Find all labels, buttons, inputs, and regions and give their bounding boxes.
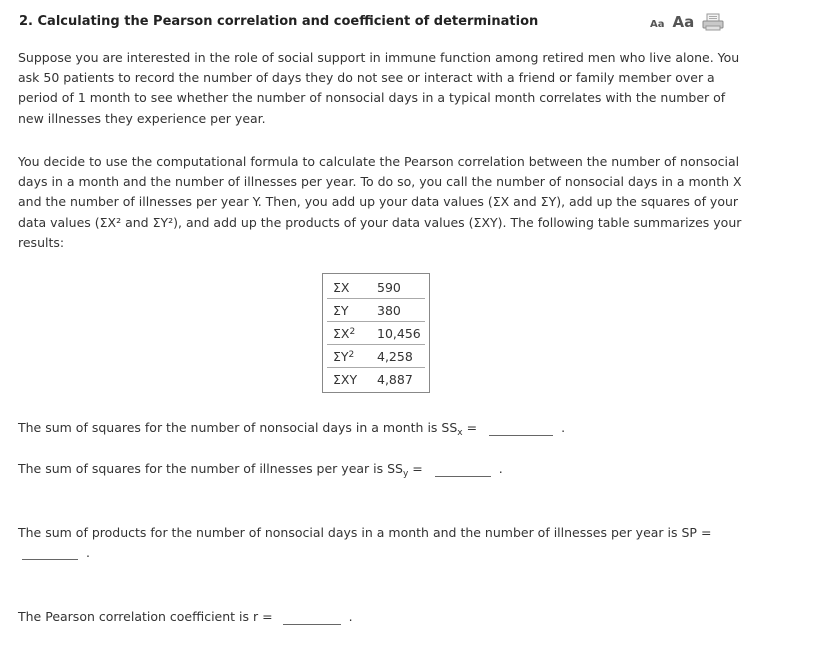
summary-table [322, 273, 430, 393]
sp-answer-blank[interactable] [22, 547, 78, 560]
r-answer-blank[interactable] [283, 612, 341, 625]
ssy-subscript: y [403, 469, 409, 479]
ssy-period: . [498, 461, 503, 476]
ssx-answer-blank[interactable] [489, 423, 553, 436]
table-row [327, 276, 425, 299]
table-symbol: ΣX [327, 276, 371, 299]
font-size-small-button[interactable]: Aa [650, 19, 665, 30]
method-paragraph: You decide to use the computational formula to calculate the Pearson correlation between the number of nonsocial days in a month and the number of illnesses per year. To do so, you call the number of nonsocial days in a month X and the number of illnesses per year Y. Then, you add up your data values (ΣX and ΣY), add up the squares of your data values (ΣX² and ΣY²), and add up the products of your data values (ΣXY). The following table summarizes your results: [18, 154, 742, 250]
table-row [327, 345, 425, 368]
ssx-text: The sum of squares for the number of nonsocial days in a month is SS [18, 420, 458, 435]
table-symbol: $\Sigma X^2$ [327, 322, 371, 345]
table-value: 380 [371, 299, 425, 322]
ssy-question [18, 461, 503, 477]
table-value: 590 [371, 276, 425, 299]
intro-paragraph: Suppose you are interested in the role of social support in immune function among retired men who live alone. You ask 50 patients to record the number of days they do not see or interact with a friend or family member over a period of 1 month to see whether the number of nonsocial days in a typical month correlates with the number of new illnesses they experience per year. [18, 50, 740, 126]
toolbar [650, 13, 724, 31]
table-symbol: ΣY [327, 299, 371, 322]
table-value: 4,887 [377, 371, 413, 387]
table-symbol: ΣXY [333, 371, 358, 387]
r-text: The Pearson correlation coefficient is r = [18, 609, 273, 624]
table-row [327, 368, 425, 390]
ssy-answer-blank[interactable] [435, 464, 491, 477]
printer-icon[interactable] [702, 13, 724, 31]
table-symbol: $\Sigma Y^2$ [327, 345, 371, 368]
question-title: 2. Calculating the Pearson correlation and coefficient of determination [19, 14, 539, 29]
ssy-equals: = [408, 461, 423, 476]
r-question [18, 609, 353, 625]
table-value: 10,456 [371, 322, 425, 345]
r-period: . [348, 609, 353, 624]
table-value: 4,258 [371, 345, 425, 368]
ssy-text: The sum of squares for the number of illnesses per year is SS [18, 461, 403, 476]
ssx-equals: = [462, 420, 478, 435]
table-row [327, 322, 425, 345]
ssx-period: . [561, 420, 566, 435]
table-row [327, 299, 425, 322]
ssx-question [18, 420, 565, 436]
font-size-large-button[interactable]: Aa [672, 13, 695, 31]
sp-period: . [86, 545, 90, 560]
ssx-subscript: x [457, 428, 463, 438]
sp-question: The sum of products for the number of nonsocial days in a month and the number of illnesses per year is SP = [18, 525, 712, 540]
